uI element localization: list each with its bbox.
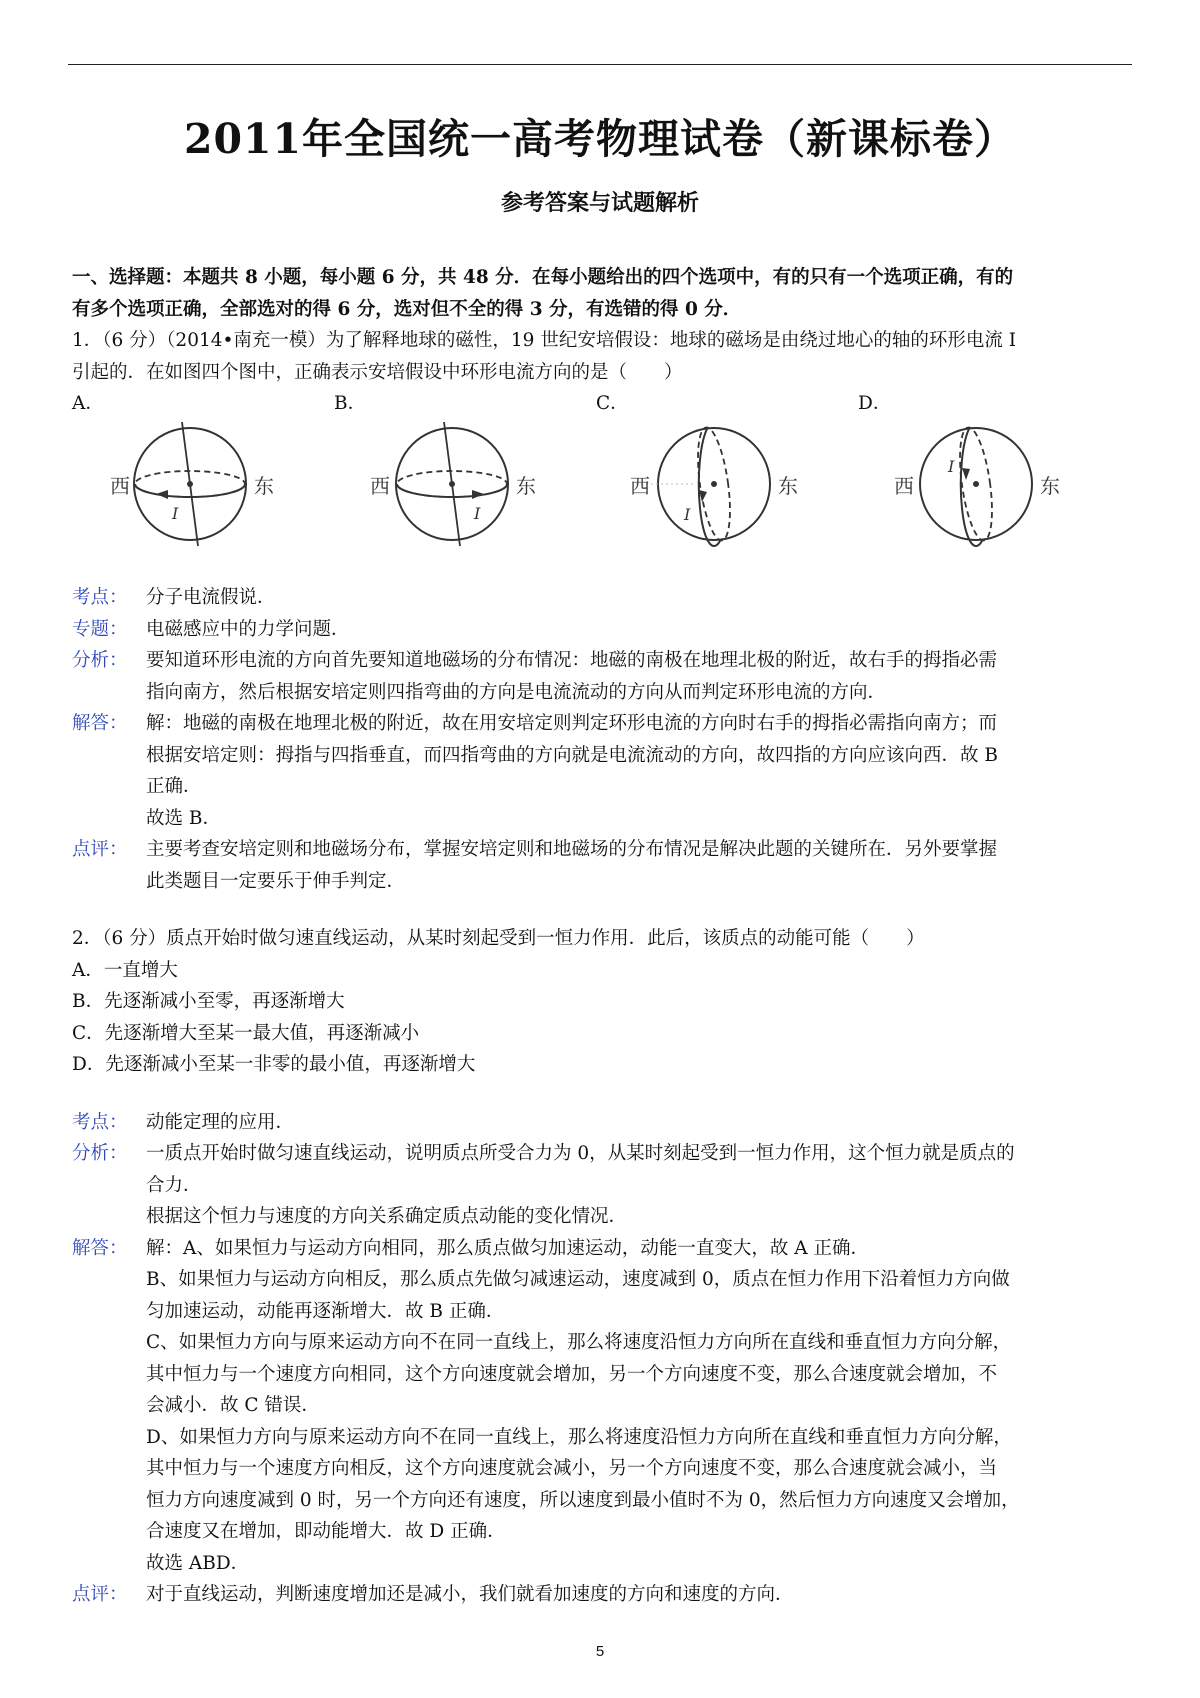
q1-analysis-jieda [72, 708, 1136, 834]
analysis-line: 故选 ABD． [146, 1552, 250, 1574]
current-label: I [684, 505, 691, 524]
q2-option-a: A．一直增大 [72, 959, 178, 981]
west-label: 西 [370, 474, 390, 498]
east-label: 东 [516, 474, 536, 498]
current-label: I [474, 504, 481, 523]
analysis-line: 其中恒力与一个速度方向相反，这个方向速度就会减小，另一个方向速度不变，那么合速度就会减小，当 [146, 1458, 998, 1479]
q1-option-labels [72, 388, 1136, 422]
q1-option-b-label: B． [334, 393, 367, 414]
analysis-line: 指向南方，然后根据安培定则四指弯曲的方向是电流流动的方向从而判定环形电流的方向． [146, 681, 887, 703]
q1-stem-line: 1．（6 分）（2014•南充一模）为了解释地球的磁性，19 世纪安培假设：地球的磁场是由绕过地心的轴的环形电流 I [72, 330, 1017, 351]
analysis-line: 一质点开始时做匀速直线运动，说明质点所受合力为 0，从某时刻起受到一恒力作用，这个恒力就是质点的 [146, 1143, 1015, 1164]
q2-analysis-kaodian [72, 1107, 1136, 1139]
q2-option-d: D．先逐渐减小至某一非零的最小值，再逐渐增大 [72, 1054, 476, 1075]
q1-option-a-label: A． [72, 393, 104, 414]
analysis-label: 解答： [72, 713, 128, 734]
analysis-line: 正确． [146, 776, 202, 797]
analysis-label: 考点： [72, 1111, 128, 1133]
analysis-line: C、如果恒力方向与原来运动方向不在同一直线上，那么将速度沿恒力方向所在直线和垂直恒力方向分解， [146, 1332, 1012, 1353]
q1-analysis-zhuanti [72, 614, 1136, 646]
q1-analysis-dianping [72, 834, 1136, 897]
q1-analysis-kaodian [72, 582, 1136, 614]
page-title: 2011年全国统一高考物理试卷（新课标卷） [183, 115, 1017, 163]
analysis-line: 恒力方向速度减到 0 时，另一个方向还有速度，所以速度到最小值时不为 0，然后恒力方向速度又会增加， [146, 1489, 1020, 1511]
analysis-line: 合速度又在增加，即动能增大．故 D 正确． [146, 1521, 506, 1542]
analysis-line: 要知道环形电流的方向首先要知道地磁场的分布情况：地磁的南极在地理北极的附近，故右手的拇指必需 [146, 650, 998, 671]
q1-option-d-label: D． [858, 393, 892, 414]
page-subtitle: 参考答案与试题解析 [500, 190, 699, 216]
analysis-label: 专题： [72, 618, 128, 640]
analysis-line: 匀加速运动，动能再逐渐增大．故 B 正确． [146, 1300, 505, 1322]
analysis-label: 解答： [72, 1237, 128, 1259]
west-label: 西 [894, 474, 914, 498]
q2-stem: 2．（6 分）质点开始时做匀速直线运动，从某时刻起受到一恒力作用．此后，该质点的动能可能（ ） [72, 928, 925, 949]
analysis-label: 点评： [72, 1584, 128, 1605]
q1-option-c-label: C． [596, 393, 629, 414]
q1-figure-c [596, 422, 858, 562]
analysis-line: 此类题目一定要乐于伸手判定． [146, 870, 406, 892]
current-label: I [948, 457, 955, 476]
east-label: 东 [254, 474, 274, 498]
header-rule [68, 64, 1132, 65]
q2-analysis-fenxi [72, 1138, 1136, 1233]
analysis-label: 分析： [72, 650, 128, 671]
q1-figures [72, 422, 1136, 562]
q1-figure-a [72, 422, 334, 562]
analysis-label: 考点： [72, 587, 128, 608]
analysis-label: 分析： [72, 1143, 128, 1164]
analysis-line: 故选 B． [146, 807, 221, 829]
q1-figure-b [334, 422, 596, 562]
analysis-line: 分子电流假说． [146, 587, 276, 608]
analysis-line: 其中恒力与一个速度方向相同，这个方向速度就会增加，另一个方向速度不变，那么合速度就会增加，不 [146, 1363, 998, 1385]
globe-diagram-d [858, 422, 1120, 562]
west-label: 西 [110, 474, 130, 498]
section-heading-line: 一、选择题：本题共 8 小题，每小题 6 分，共 48 分．在每小题给出的四个选项中，有的只有一个选项正确，有的 [72, 267, 1014, 288]
q2-option-c: C．先逐渐增大至某一最大值，再逐渐减小 [72, 1022, 420, 1044]
page-number: 5 [595, 1643, 605, 1660]
analysis-line: 电磁感应中的力学问题． [146, 618, 350, 640]
q1-stem-line: 引起的．在如图四个图中，正确表示安培假设中环形电流方向的是（ ） [72, 361, 683, 383]
q2-option-b: B．先逐渐减小至零，再逐渐增大 [72, 991, 345, 1012]
analysis-line: B、如果恒力与运动方向相反，那么质点先做匀减速运动，速度减到 0，质点在恒力作用下沿着恒力方向做 [146, 1269, 1010, 1290]
globe-diagram-c [596, 422, 858, 562]
analysis-line: 主要考查安培定则和地磁场分布，掌握安培定则和地磁场的分布情况是解决此题的关键所在．另外要掌握 [146, 839, 998, 860]
globe-diagram-a [72, 422, 334, 562]
analysis-line: 解：A、如果恒力与运动方向相同，那么质点做匀加速运动，动能一直变大，故 A 正确． [146, 1237, 869, 1259]
east-label: 东 [778, 474, 798, 498]
west-label: 西 [630, 474, 650, 498]
current-label: I [172, 504, 179, 523]
analysis-line: D、如果恒力方向与原来运动方向不在同一直线上，那么将速度沿恒力方向所在直线和垂直恒力方向分解， [146, 1426, 1012, 1448]
q1-figure-d [858, 422, 1120, 562]
globe-diagram-b [334, 422, 596, 562]
analysis-line: 对于直线运动，判断速度增加还是减小，我们就看加速度的方向和速度的方向． [146, 1584, 794, 1605]
analysis-line: 根据这个恒力与速度的方向关系确定质点动能的变化情况． [146, 1206, 628, 1227]
q2-analysis-jieda [72, 1233, 1136, 1580]
east-label: 东 [1040, 474, 1060, 498]
analysis-line: 动能定理的应用． [146, 1111, 295, 1133]
q2-analysis-dianping [72, 1579, 1136, 1611]
analysis-line: 会减小．故 C 错误． [146, 1395, 320, 1416]
document-body [72, 262, 1136, 1611]
section-heading-line: 有多个选项正确，全部选对的得 6 分，选对但不全的得 3 分，有选错的得 0 分． [72, 298, 742, 320]
analysis-line: 根据安培定则：拇指与四指垂直，而四指弯曲的方向就是电流流动的方向，故四指的方向应该向西．故 B [146, 744, 998, 766]
analysis-label: 点评： [72, 839, 128, 860]
analysis-line: 合力． [146, 1174, 202, 1196]
q1-analysis-fenxi [72, 645, 1136, 708]
analysis-line: 解：地磁的南极在地理北极的附近，故在用安培定则判定环形电流的方向时右手的拇指必需指向南方；而 [146, 713, 998, 734]
